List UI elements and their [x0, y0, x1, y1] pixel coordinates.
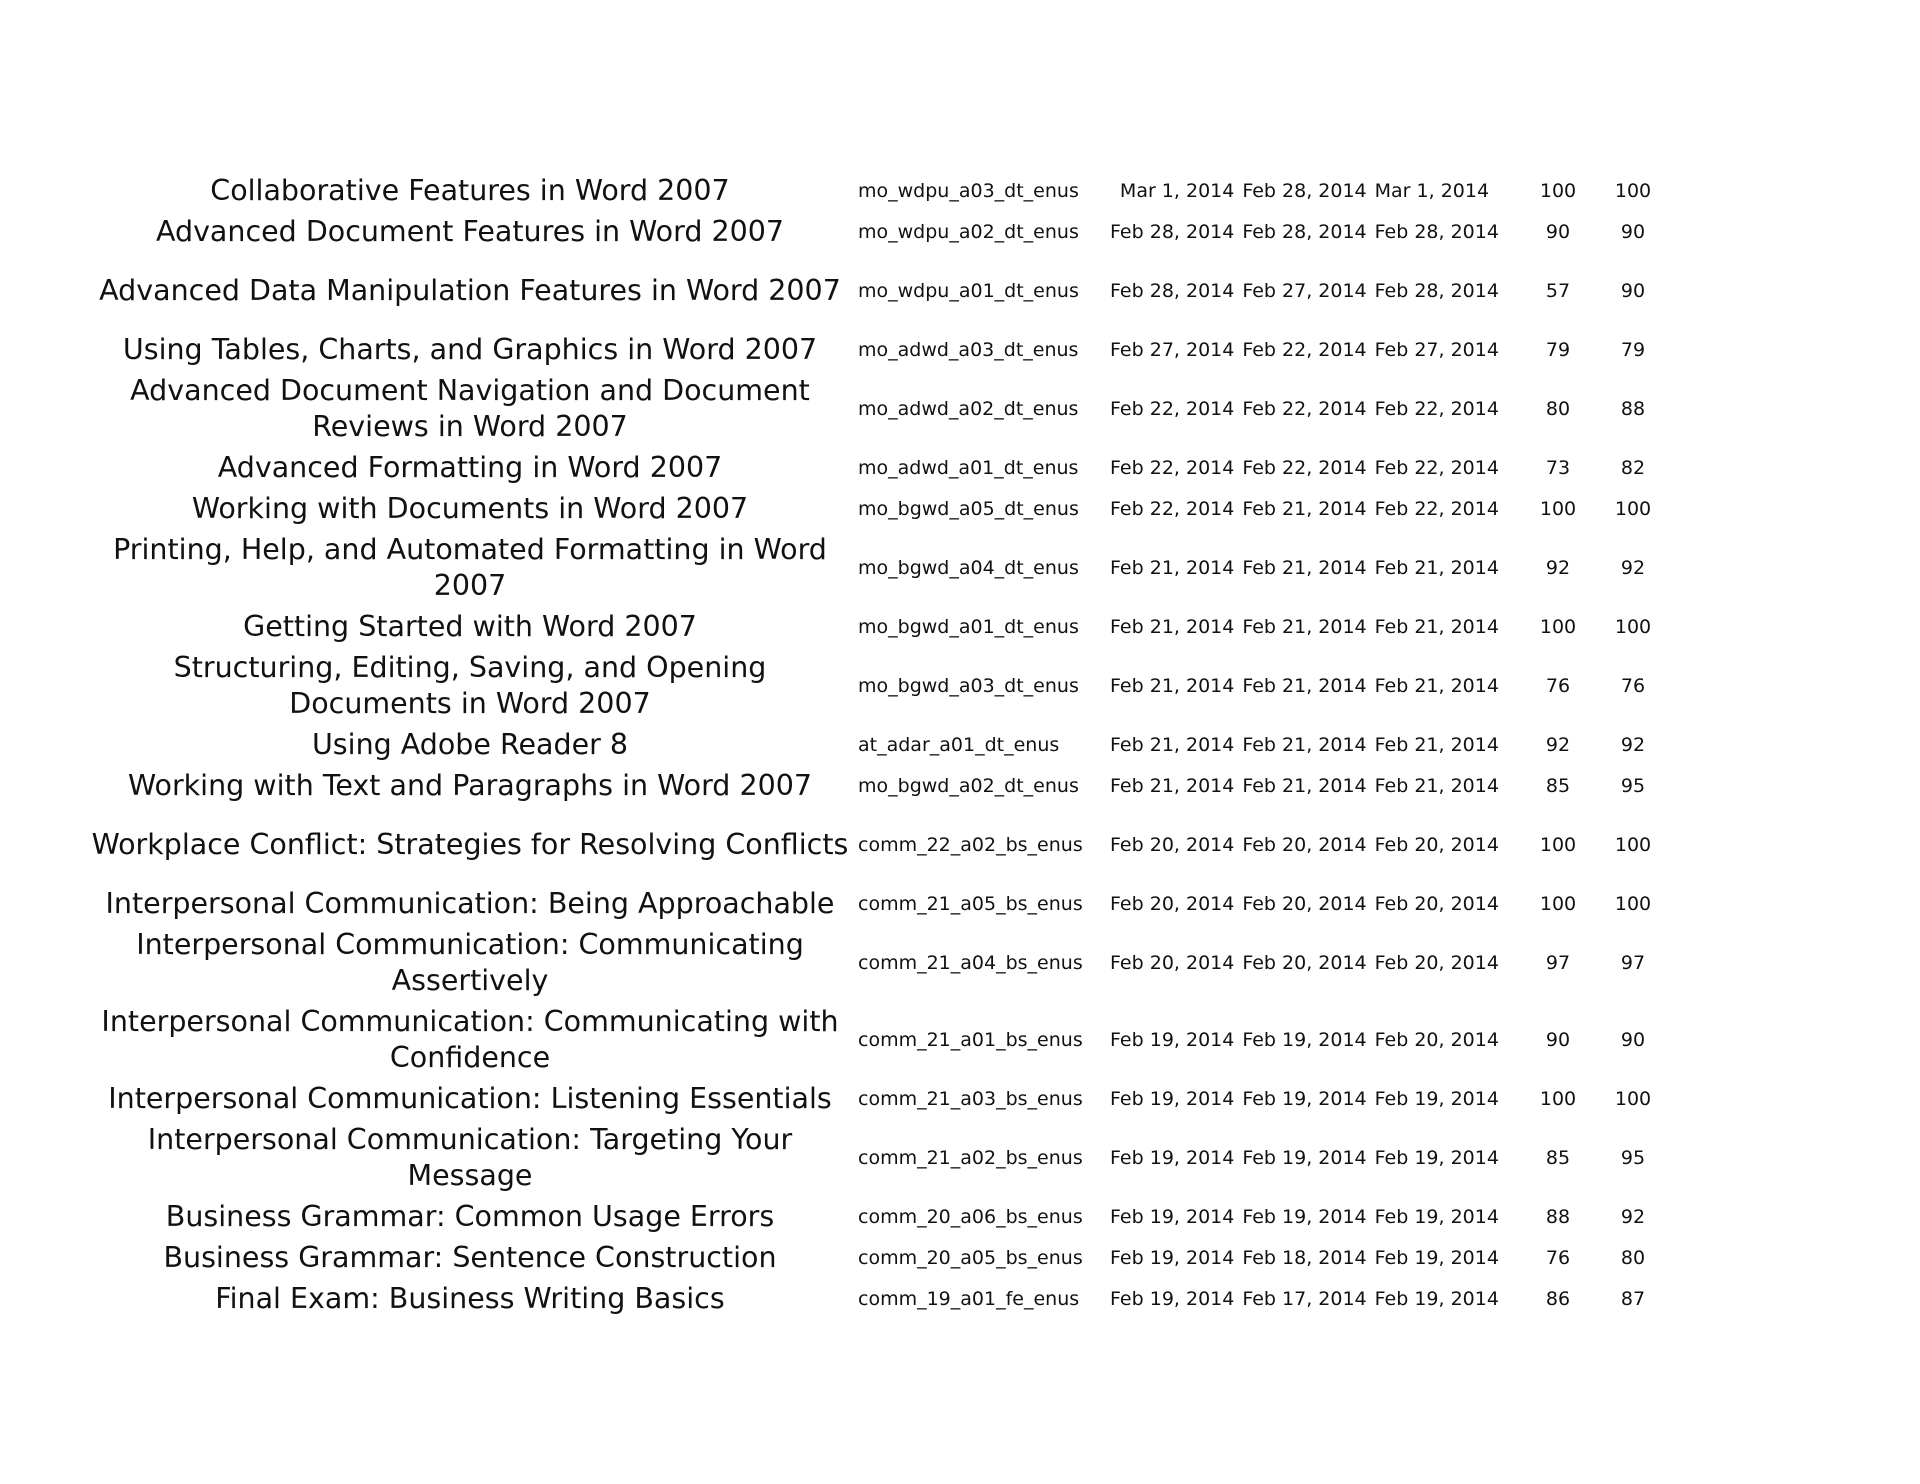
first-date: Feb 20, 2014: [1110, 951, 1235, 974]
course-code: at_adar_a01_dt_enus: [858, 733, 1060, 756]
course-title: Interpersonal Communication: Being Approachable: [105, 886, 835, 920]
first-date: Feb 28, 2014: [1110, 220, 1235, 243]
first-date: Feb 20, 2014: [1110, 833, 1235, 856]
course-dates: [1086, 834, 1523, 856]
course-code: mo_wdpu_a03_dt_enus: [858, 179, 1079, 202]
table-row: [90, 924, 1690, 1001]
second-date: Feb 19, 2014: [1242, 1028, 1367, 1051]
second-date: Feb 19, 2014: [1242, 1087, 1367, 1110]
third-date: Feb 20, 2014: [1374, 1028, 1499, 1051]
course-title: Using Adobe Reader 8: [311, 727, 629, 761]
first-score: 90: [1545, 220, 1571, 243]
second-score: 79: [1620, 338, 1646, 361]
first-date: Feb 19, 2014: [1110, 1087, 1235, 1110]
course-dates: [1086, 1288, 1523, 1310]
second-date: Feb 22, 2014: [1242, 338, 1367, 361]
third-date: Feb 22, 2014: [1374, 456, 1499, 479]
course-dates: [1086, 616, 1523, 638]
third-date: Feb 20, 2014: [1374, 951, 1499, 974]
third-date: Feb 19, 2014: [1374, 1287, 1499, 1310]
first-score: 76: [1545, 1246, 1571, 1269]
course-title: Workplace Conflict: Strategies for Resolving Conflicts: [91, 827, 849, 861]
second-date: Feb 21, 2014: [1242, 497, 1367, 520]
second-date: Feb 28, 2014: [1242, 179, 1367, 202]
third-date: Feb 27, 2014: [1374, 338, 1499, 361]
table-row: [90, 211, 1690, 252]
first-date: Feb 19, 2014: [1110, 1205, 1235, 1228]
first-date: Feb 22, 2014: [1110, 497, 1235, 520]
second-score: 92: [1620, 733, 1646, 756]
first-date: Feb 19, 2014: [1110, 1146, 1235, 1169]
second-score: 100: [1614, 833, 1652, 856]
course-code: mo_bgwd_a01_dt_enus: [858, 615, 1079, 638]
second-score: 76: [1620, 674, 1646, 697]
course-dates: [1086, 280, 1523, 302]
course-title: Interpersonal Communication: Targeting Your Message: [147, 1122, 793, 1192]
first-score: 92: [1545, 556, 1571, 579]
second-date: Feb 21, 2014: [1242, 615, 1367, 638]
first-score: 86: [1545, 1287, 1571, 1310]
first-date: Feb 19, 2014: [1110, 1246, 1235, 1269]
table-row: [90, 1078, 1690, 1119]
second-score: 92: [1620, 556, 1646, 579]
first-date: Feb 19, 2014: [1110, 1287, 1235, 1310]
table-row: [90, 1237, 1690, 1278]
first-score: 73: [1545, 456, 1571, 479]
third-date: Feb 19, 2014: [1374, 1246, 1499, 1269]
first-date: Feb 21, 2014: [1110, 615, 1235, 638]
third-date: Feb 19, 2014: [1374, 1087, 1499, 1110]
second-date: Feb 20, 2014: [1242, 833, 1367, 856]
course-dates: [1086, 221, 1523, 243]
first-score: 97: [1545, 951, 1571, 974]
first-score: 85: [1545, 1146, 1571, 1169]
table-row: [90, 1001, 1690, 1078]
second-date: Feb 20, 2014: [1242, 951, 1367, 974]
second-date: Feb 21, 2014: [1242, 733, 1367, 756]
second-date: Feb 20, 2014: [1242, 892, 1367, 915]
second-score: 80: [1620, 1246, 1646, 1269]
course-code: mo_bgwd_a05_dt_enus: [858, 497, 1079, 520]
course-dates: [1086, 1088, 1523, 1110]
second-score: 88: [1620, 397, 1646, 420]
second-date: Feb 17, 2014: [1242, 1287, 1367, 1310]
first-date: Feb 21, 2014: [1110, 774, 1235, 797]
table-row: [90, 170, 1690, 211]
course-dates: [1086, 1029, 1523, 1051]
course-title: Interpersonal Communication: Communicating Assertively: [136, 927, 804, 997]
second-score: 90: [1620, 220, 1646, 243]
course-title: Advanced Data Manipulation Features in Word 2007: [99, 273, 841, 307]
first-score: 100: [1539, 833, 1577, 856]
second-score: 100: [1614, 615, 1652, 638]
third-date: Feb 22, 2014: [1374, 397, 1499, 420]
first-score: 57: [1545, 279, 1571, 302]
course-code: comm_21_a02_bs_enus: [858, 1146, 1083, 1169]
course-title: Structuring, Editing, Saving, and Opening Documents in Word 2007: [173, 650, 767, 720]
table-row: [90, 883, 1690, 924]
first-date: Feb 21, 2014: [1110, 556, 1235, 579]
second-date: Feb 19, 2014: [1242, 1146, 1367, 1169]
second-score: 100: [1614, 1087, 1652, 1110]
first-score: 80: [1545, 397, 1571, 420]
first-score: 88: [1545, 1205, 1571, 1228]
course-title: Final Exam: Business Writing Basics: [215, 1281, 725, 1315]
first-date: Feb 22, 2014: [1110, 397, 1235, 420]
course-dates: [1086, 734, 1523, 756]
course-title: Business Grammar: Sentence Construction: [163, 1240, 777, 1274]
second-score: 100: [1614, 497, 1652, 520]
course-code: comm_20_a06_bs_enus: [858, 1205, 1083, 1228]
second-score: 92: [1620, 1205, 1646, 1228]
second-score: 82: [1620, 456, 1646, 479]
first-date: Feb 21, 2014: [1110, 733, 1235, 756]
course-dates: [1086, 1206, 1523, 1228]
second-date: Feb 22, 2014: [1242, 397, 1367, 420]
course-code: comm_21_a04_bs_enus: [858, 951, 1083, 974]
course-title: Getting Started with Word 2007: [243, 609, 697, 643]
course-dates: [1086, 339, 1523, 361]
course-code: comm_20_a05_bs_enus: [858, 1246, 1083, 1269]
second-score: 100: [1614, 179, 1652, 202]
course-code: mo_bgwd_a03_dt_enus: [858, 674, 1079, 697]
second-date: Feb 27, 2014: [1242, 279, 1367, 302]
third-date: Feb 28, 2014: [1374, 220, 1499, 243]
second-date: Feb 21, 2014: [1242, 774, 1367, 797]
course-code: mo_bgwd_a04_dt_enus: [858, 556, 1079, 579]
course-dates: [1086, 893, 1523, 915]
first-date: Feb 20, 2014: [1110, 892, 1235, 915]
table-row: [90, 370, 1690, 447]
course-code: comm_19_a01_fe_enus: [858, 1287, 1080, 1310]
course-title: Using Tables, Charts, and Graphics in Word 2007: [122, 332, 818, 366]
course-title: Working with Documents in Word 2007: [191, 491, 749, 525]
table-row: [90, 329, 1690, 370]
course-dates: [1086, 1247, 1523, 1269]
course-title: Working with Text and Paragraphs in Word 2007: [128, 768, 812, 802]
third-date: Feb 21, 2014: [1374, 674, 1499, 697]
course-dates: [1086, 952, 1523, 974]
course-title: Business Grammar: Common Usage Errors: [165, 1199, 775, 1233]
second-date: Feb 21, 2014: [1242, 674, 1367, 697]
table-row: [90, 1278, 1690, 1319]
course-code: comm_22_a02_bs_enus: [858, 833, 1083, 856]
course-dates: [1086, 775, 1523, 797]
first-score: 100: [1539, 179, 1577, 202]
third-date: Feb 20, 2014: [1374, 892, 1499, 915]
third-date: Feb 28, 2014: [1374, 279, 1499, 302]
third-date: Feb 21, 2014: [1374, 615, 1499, 638]
course-title: Advanced Formatting in Word 2007: [217, 450, 723, 484]
first-date: Mar 1, 2014: [1119, 179, 1235, 202]
second-date: Feb 28, 2014: [1242, 220, 1367, 243]
second-date: Feb 22, 2014: [1242, 456, 1367, 479]
third-date: Mar 1, 2014: [1374, 179, 1490, 202]
first-date: Feb 27, 2014: [1110, 338, 1235, 361]
third-date: Feb 21, 2014: [1374, 556, 1499, 579]
table-row: [90, 1119, 1690, 1196]
first-date: Feb 19, 2014: [1110, 1028, 1235, 1051]
second-score: 90: [1620, 279, 1646, 302]
course-title: Interpersonal Communication: Communicating with Confidence: [101, 1004, 839, 1074]
first-date: Feb 28, 2014: [1110, 279, 1235, 302]
first-score: 100: [1539, 892, 1577, 915]
course-title: Collaborative Features in Word 2007: [210, 173, 730, 207]
course-title: Interpersonal Communication: Listening Essentials: [108, 1081, 832, 1115]
third-date: Feb 20, 2014: [1374, 833, 1499, 856]
course-dates: [1086, 498, 1523, 520]
first-score: 76: [1545, 674, 1571, 697]
second-score: 87: [1620, 1287, 1646, 1310]
course-code: mo_adwd_a02_dt_enus: [858, 397, 1079, 420]
course-code: comm_21_a01_bs_enus: [858, 1028, 1083, 1051]
first-score: 100: [1539, 1087, 1577, 1110]
table-row: [90, 806, 1690, 883]
table-row: [90, 606, 1690, 647]
second-score: 95: [1620, 1146, 1646, 1169]
first-score: 79: [1545, 338, 1571, 361]
first-score: 90: [1545, 1028, 1571, 1051]
table-row: [90, 529, 1690, 606]
course-code: comm_21_a03_bs_enus: [858, 1087, 1083, 1110]
table-row: [90, 447, 1690, 488]
second-score: 100: [1614, 892, 1652, 915]
first-score: 85: [1545, 774, 1571, 797]
first-score: 100: [1539, 615, 1577, 638]
third-date: Feb 22, 2014: [1374, 497, 1499, 520]
course-code: mo_adwd_a03_dt_enus: [858, 338, 1079, 361]
table-row: [90, 647, 1690, 724]
course-dates: [1086, 398, 1523, 420]
second-date: Feb 21, 2014: [1242, 556, 1367, 579]
course-code: mo_bgwd_a02_dt_enus: [858, 774, 1079, 797]
course-code: mo_wdpu_a01_dt_enus: [858, 279, 1079, 302]
third-date: Feb 21, 2014: [1374, 733, 1499, 756]
course-title: Advanced Document Navigation and Document Reviews in Word 2007: [130, 373, 810, 443]
course-code: comm_21_a05_bs_enus: [858, 892, 1083, 915]
course-report-table: [90, 170, 1690, 1319]
course-code: mo_wdpu_a02_dt_enus: [858, 220, 1079, 243]
table-row: [90, 252, 1690, 329]
first-date: Feb 21, 2014: [1110, 674, 1235, 697]
second-date: Feb 19, 2014: [1242, 1205, 1367, 1228]
table-row: [90, 765, 1690, 806]
course-dates: [1086, 1147, 1523, 1169]
second-score: 95: [1620, 774, 1646, 797]
course-dates: [1086, 675, 1523, 697]
course-dates: [1086, 457, 1523, 479]
second-score: 90: [1620, 1028, 1646, 1051]
course-title: Printing, Help, and Automated Formatting in Word 2007: [113, 532, 827, 602]
first-date: Feb 22, 2014: [1110, 456, 1235, 479]
course-title: Advanced Document Features in Word 2007: [155, 214, 785, 248]
table-row: [90, 488, 1690, 529]
second-score: 97: [1620, 951, 1646, 974]
course-dates: [1086, 557, 1523, 579]
first-score: 92: [1545, 733, 1571, 756]
course-dates: [1086, 180, 1523, 202]
third-date: Feb 19, 2014: [1374, 1146, 1499, 1169]
course-code: mo_adwd_a01_dt_enus: [858, 456, 1079, 479]
third-date: Feb 21, 2014: [1374, 774, 1499, 797]
table-row: [90, 724, 1690, 765]
table-row: [90, 1196, 1690, 1237]
second-date: Feb 18, 2014: [1242, 1246, 1367, 1269]
first-score: 100: [1539, 497, 1577, 520]
third-date: Feb 19, 2014: [1374, 1205, 1499, 1228]
